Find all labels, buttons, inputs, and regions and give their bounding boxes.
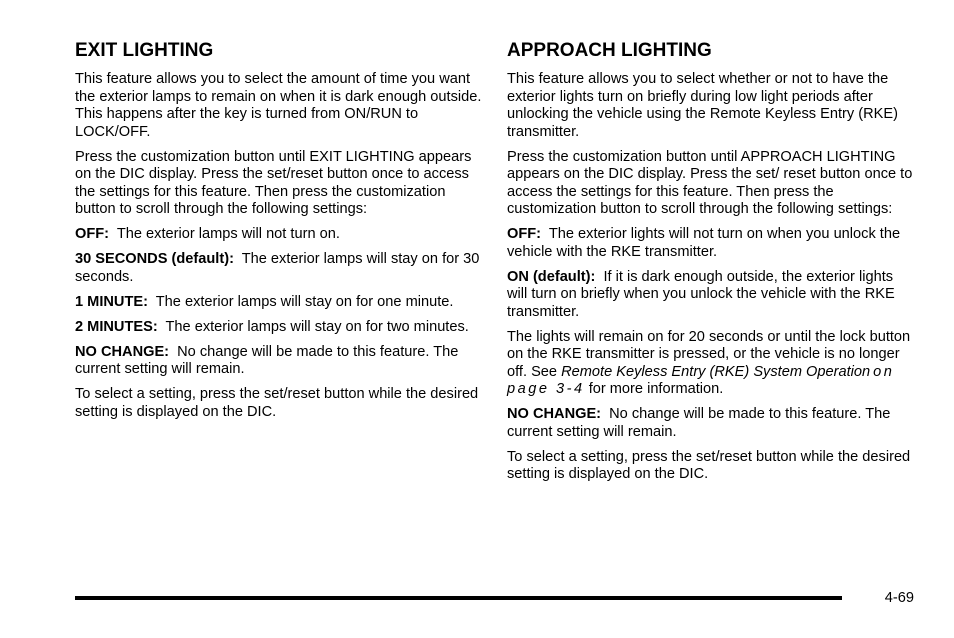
exit-lighting-instructions: Press the customization button until EXIT LIGHTING appears on the DIC display. Press the set/reset button once to access the settings for this feature. Then press the customization button to scroll through the following settings: [75, 148, 472, 217]
setting-no-change [75, 344, 485, 379]
page-number: 4-69 [884, 590, 914, 606]
approach-lighting-instructions: Press the customization button until APPROACH LIGHTING appears on the DIC display. Press the set/ reset button once to access the settings for this feature. Then press the customization button to scroll through the following settings: [507, 148, 913, 217]
setting-text: The exterior lamps will stay on for one minute. [155, 293, 454, 310]
setting-text: The exterior lights will not turn on when you unlock the vehicle with the RKE transmitter. [507, 226, 901, 260]
setting-text: If it is dark enough outside, the exterior lights will turn on briefly when you unlock the vehicle with the RKE transmitter. [507, 268, 895, 320]
approach-lighting-heading: APPROACH LIGHTING [507, 40, 712, 61]
setting-text: The exterior lamps will stay on for 30 seconds. [75, 251, 480, 285]
approach-lighting-select-note: To select a setting, press the set/reset button while the desired setting is displayed on the DIC. [507, 448, 911, 482]
footer-rule [75, 596, 842, 600]
left-column [75, 40, 485, 429]
setting-term: ON (default): [507, 268, 596, 285]
setting-no-change [507, 406, 917, 441]
setting-term: 2 MINUTES: [75, 318, 158, 335]
setting-term: OFF: [75, 226, 110, 242]
duration-text-end: for more information. [588, 381, 724, 397]
exit-lighting-select-note: To select a setting, press the set/reset button while the desired setting is displayed on the DIC. [75, 386, 479, 420]
setting-off [75, 226, 485, 244]
exit-lighting-intro: This feature allows you to select the amount of time you want the exterior lamps to remain on when it is dark enough outside. This happens after the key is turned from ON/RUN to LOCK/OFF. [75, 71, 482, 140]
setting-off [507, 226, 917, 261]
setting-text: The exterior lamps will not turn on. [116, 226, 340, 242]
setting-term: NO CHANGE: [507, 406, 602, 422]
setting-30-seconds [75, 251, 485, 286]
setting-term: 1 MINUTE: [75, 293, 148, 310]
duration-text: The lights will remain on for 20 seconds or until the lock button on the RKE transmitter is pressed, or the vehicle is no longer off. See [507, 328, 911, 380]
approach-lighting-duration [507, 329, 917, 399]
exit-lighting-heading: EXIT LIGHTING [75, 40, 214, 61]
setting-2-minutes [75, 319, 485, 337]
setting-on-default [507, 269, 917, 322]
setting-text: No change will be made to this feature. The current setting will remain. [507, 406, 891, 440]
approach-lighting-intro: This feature allows you to select whether or not to have the exterior lights turn on briefly during low light periods after unlocking the vehicle using the Remote Keyless Entry (RKE) transmitter. [507, 71, 898, 140]
cross-reference-link[interactable]: Remote Keyless Entry (RKE) System Operation [561, 363, 871, 380]
setting-text: No change will be made to this feature. The current setting will remain. [75, 343, 459, 377]
right-column [507, 40, 917, 491]
setting-text: The exterior lamps will stay on for two minutes. [165, 318, 469, 335]
setting-term: OFF: [507, 226, 542, 242]
setting-1-minute [75, 294, 485, 312]
setting-term: 30 SECONDS (default): [75, 251, 234, 267]
cross-reference-page[interactable]: on page 3-4 [507, 363, 895, 397]
setting-term: NO CHANGE: [75, 343, 170, 360]
